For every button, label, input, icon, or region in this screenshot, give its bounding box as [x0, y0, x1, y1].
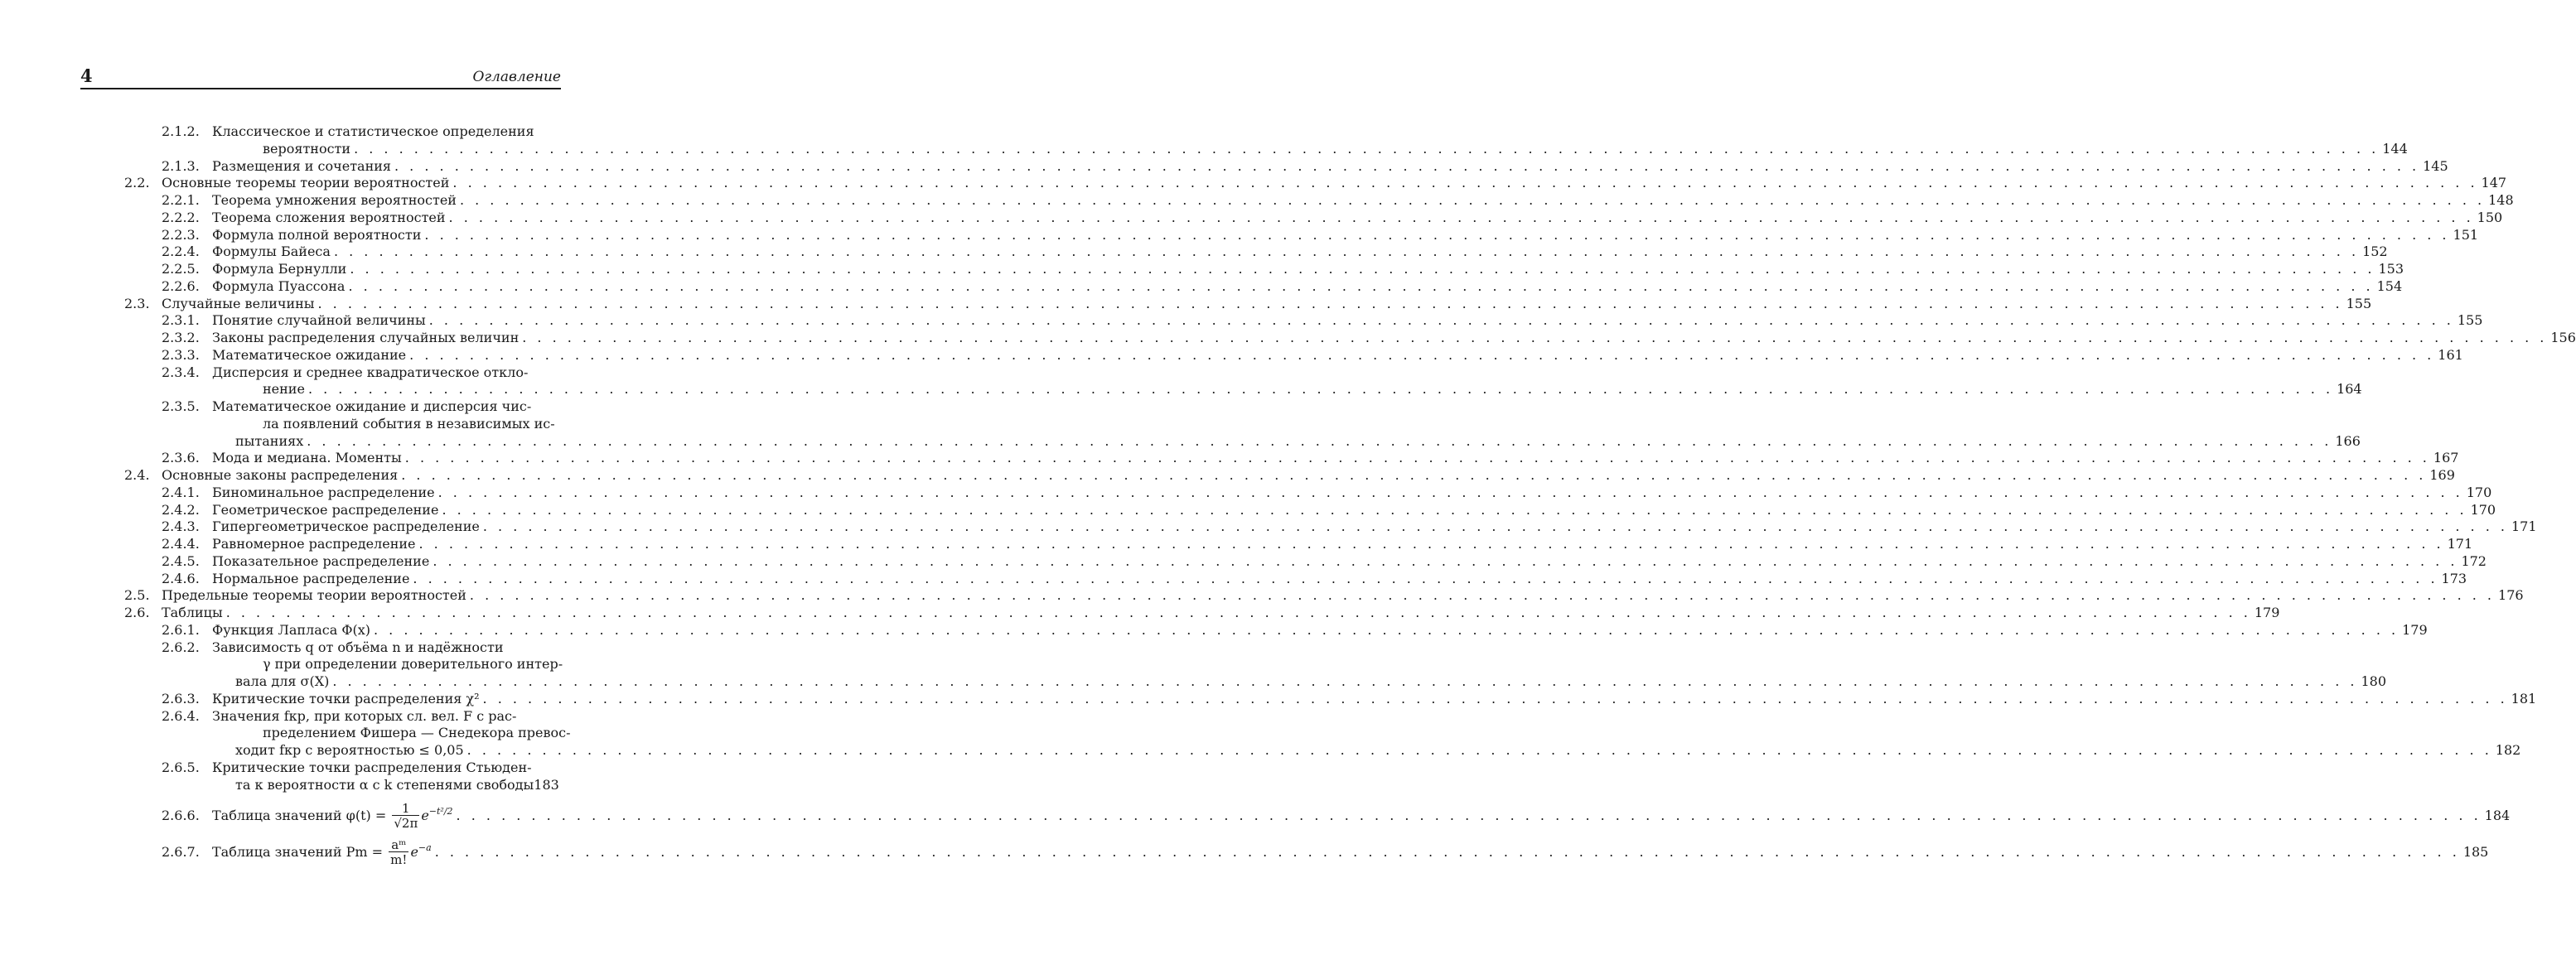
toc-entry[interactable] — [124, 123, 561, 141]
toc-entry-page: 170 — [2466, 484, 2492, 500]
leader-dots — [483, 691, 2508, 708]
toc-entry-title: Мода и медиана. Моменты — [212, 450, 402, 466]
toc-entry-page: 171 — [2447, 536, 2473, 552]
toc-entry-title: Основные теоремы теории вероятностей — [162, 175, 450, 191]
leader-dots — [394, 158, 2419, 176]
toc-entry-page: 170 — [2470, 501, 2496, 518]
toc-entry-page: 161 — [2438, 346, 2463, 363]
formula-fraction — [392, 803, 419, 830]
toc-entry[interactable] — [124, 312, 2483, 330]
toc-entry[interactable] — [124, 346, 2463, 364]
toc-entry-number: 2.2.5. — [162, 261, 200, 277]
toc-entry-title: Биноминальное распределение — [212, 484, 435, 500]
toc-entry-title: Зависимость q от объёма n и надёжности — [212, 639, 504, 655]
toc-entry-page: 150 — [2477, 209, 2503, 225]
toc-entry-title: вероятности — [263, 140, 351, 157]
toc-entry-title: Теорема умножения вероятностей — [212, 192, 457, 208]
toc-entry-title: Формула Пуассона — [212, 277, 346, 294]
toc-entry[interactable] — [124, 501, 2496, 519]
toc-entry-number: 2.3.4. — [162, 364, 200, 380]
toc-entry[interactable] — [124, 760, 561, 777]
toc-entry[interactable] — [124, 793, 2511, 832]
leader-dots — [401, 467, 2426, 485]
toc-entry-title: Дисперсия и среднее квадратическое откло- — [212, 364, 529, 380]
toc-entry-title: Понятие случайной величины — [212, 312, 426, 329]
toc-entry-number: 2.3.1. — [162, 312, 200, 329]
toc-entry-title: нение — [263, 381, 305, 398]
toc-entry-title: Функция Лапласа Φ(x) — [212, 621, 370, 638]
toc-entry-continuation[interactable] — [124, 381, 2362, 398]
leader-dots — [307, 433, 2332, 451]
toc-entry-title: Показательное распределение — [212, 552, 430, 569]
toc-entry-title: Формула Бернулли — [212, 261, 347, 277]
leader-dots — [483, 518, 2508, 536]
toc-entry-title: Математическое ожидание и дисперсия чис- — [212, 398, 532, 414]
toc-entry[interactable] — [124, 157, 2448, 176]
leader-dots — [435, 834, 2460, 870]
toc-entry[interactable] — [124, 484, 2492, 502]
toc-entry-page: 155 — [2346, 295, 2372, 311]
toc-entry-number: 2.6.3. — [162, 690, 200, 707]
toc-entry[interactable] — [124, 330, 2576, 347]
toc-entry-title: вала для σ(X) — [235, 673, 330, 689]
toc-entry-number: 2.6.5. — [162, 759, 200, 775]
toc-entry-page: 156 — [2550, 330, 2576, 345]
toc-entry[interactable] — [124, 552, 2487, 571]
leader-dots — [413, 571, 2438, 588]
toc-entry-title: Формулы Байеса — [212, 244, 331, 260]
toc-entry[interactable] — [124, 570, 2467, 588]
toc-entry-continuation[interactable] — [124, 742, 2521, 760]
formula-base: e — [421, 808, 429, 824]
toc-entry-number: 2.2. — [124, 175, 150, 191]
toc-entry-continuation[interactable] — [124, 432, 2361, 451]
toc-entry-title: Математическое ожидание — [212, 346, 407, 363]
leader-dots — [442, 502, 2467, 519]
toc-entry-title: та к вероятности α с k степенями свободы — [235, 776, 534, 793]
running-header — [80, 66, 561, 89]
toc-entry-title: Таблицы — [162, 605, 223, 620]
toc-entry-page: 151 — [2453, 226, 2479, 243]
leader-dots — [449, 210, 2474, 227]
leader-dots — [467, 742, 2492, 760]
toc-section[interactable] — [124, 587, 2524, 605]
leader-dots — [318, 296, 2343, 313]
toc-entry-number: 2.2.3. — [162, 226, 200, 243]
toc-entry-continuation[interactable] — [124, 725, 571, 742]
formula-fraction — [389, 839, 408, 866]
toc-entry-title: Основные законы распределения — [162, 467, 399, 483]
toc-entry[interactable] — [124, 450, 2459, 467]
toc-entry-number: 2.4.6. — [162, 570, 200, 586]
toc-entry-number: 2.4.3. — [162, 518, 200, 535]
toc-entry-number: 2.6.4. — [162, 707, 200, 724]
toc-entry-number: 2.4.5. — [162, 552, 200, 569]
formula-text: Таблица значений Pm = — [212, 844, 384, 861]
formula-text: Таблица значений φ(t) = — [212, 808, 387, 824]
toc-entry-number: 2.2.1. — [162, 192, 200, 208]
leader-dots — [424, 227, 2449, 244]
toc-entry[interactable] — [124, 209, 2503, 227]
toc-entry-number: 2.5. — [124, 587, 150, 604]
toc-entry-page: 145 — [2423, 157, 2448, 174]
toc-entry[interactable] — [124, 536, 2473, 553]
toc-entry-title: Критические точки распределения χ² — [212, 690, 480, 707]
toc-entry-page: 179 — [2402, 621, 2428, 638]
toc-entry-number: 2.3. — [124, 295, 150, 311]
leader-dots — [374, 622, 2399, 639]
toc-entry[interactable] — [124, 226, 2479, 244]
toc-entry-page: 184 — [2484, 808, 2511, 824]
leader-dots — [429, 312, 2454, 330]
toc-entry-title — [212, 793, 453, 834]
toc-entry-number: 2.6.2. — [162, 639, 200, 655]
leader-dots — [354, 141, 2379, 158]
leader-dots — [460, 192, 2485, 210]
toc-entry[interactable] — [124, 690, 2537, 708]
toc-section[interactable] — [124, 175, 2507, 192]
toc-entry-number: 2.4.1. — [162, 484, 200, 500]
toc-entry-page: 164 — [2337, 381, 2362, 398]
formula-base: e — [410, 844, 418, 861]
toc-entry-page: 176 — [2498, 587, 2524, 604]
leader-dots — [418, 536, 2443, 553]
toc-entry-page: 166 — [2335, 432, 2361, 449]
leader-dots — [226, 605, 2251, 622]
toc-entry-title — [212, 830, 432, 870]
toc-entry-title: Случайные величины — [162, 295, 315, 311]
toc-entry[interactable] — [124, 261, 2404, 278]
toc-entry-number: 2.2.2. — [162, 209, 200, 225]
toc-entry-number: 2.1.2. — [162, 123, 200, 139]
fraction-denominator: √2π — [394, 816, 418, 832]
toc-entry-title: Нормальное распределение — [212, 570, 410, 586]
fraction-numerator: 1 — [392, 803, 419, 816]
toc-entry-title: Предельные теоремы теории вероятностей — [162, 587, 466, 604]
toc-entry-page: 144 — [2382, 140, 2408, 157]
toc-entry-page: 155 — [2457, 312, 2483, 329]
toc-entry-number: 2.4.4. — [162, 536, 200, 552]
toc-entry-continuation[interactable] — [124, 673, 2386, 691]
toc-entry-page: 152 — [2362, 244, 2388, 260]
toc-entry-page: 148 — [2488, 192, 2514, 208]
toc-entry-page: 182 — [2495, 742, 2521, 758]
toc-entry-title: Теорема сложения вероятностей — [212, 209, 446, 225]
leader-dots — [452, 175, 2477, 192]
toc-entry-page: 169 — [2429, 467, 2455, 483]
leader-dots — [409, 347, 2434, 364]
toc-entry[interactable] — [124, 192, 2514, 210]
toc-section[interactable] — [124, 605, 2280, 622]
toc-section[interactable] — [124, 295, 2372, 313]
toc-entry-page: 179 — [2254, 605, 2280, 620]
toc-entry[interactable] — [124, 830, 2489, 868]
leader-dots — [522, 330, 2547, 347]
toc-entry-title: γ при определении доверительного интер- — [263, 656, 563, 673]
leader-dots — [308, 381, 2333, 398]
toc-entry-number: 2.1.3. — [162, 157, 200, 174]
leader-dots — [470, 587, 2495, 605]
toc-entry-title: пытаниях — [235, 432, 304, 449]
toc-entry-number: 2.6. — [124, 605, 150, 620]
toc-entry-page: 183 — [534, 776, 559, 793]
toc-entry-number: 2.6.6. — [162, 808, 200, 824]
toc-entry-title: Равномерное распределение — [212, 536, 416, 552]
toc-entry-title: Критические точки распределения Стьюден- — [212, 759, 532, 775]
toc-entry-page: 181 — [2511, 690, 2537, 707]
toc-entry-number: 2.2.4. — [162, 244, 200, 260]
toc-entry-number: 2.3.6. — [162, 450, 200, 466]
page-number: 4 — [80, 65, 93, 86]
toc-entry-number: 2.6.1. — [162, 621, 200, 638]
toc-entry-number: 2.3.5. — [162, 398, 200, 414]
toc-entry-page: 153 — [2378, 261, 2404, 277]
toc-entry-title: ходит fкр с вероятностью ≤ 0,05 — [235, 742, 464, 758]
toc-entry-title: ла появлений события в независимых ис- — [263, 415, 555, 432]
fraction-numerator: aᵐ — [389, 839, 408, 852]
leader-dots — [457, 798, 2482, 834]
toc-entry-page: 167 — [2433, 450, 2459, 466]
leader-dots — [332, 673, 2357, 691]
formula-exponent: −t²/2 — [428, 806, 453, 817]
toc-entry-page: 180 — [2361, 673, 2386, 689]
toc-entry-number: 2.3.2. — [162, 330, 200, 345]
toc-entry-title: Размещения и сочетания — [212, 157, 391, 174]
leader-dots — [350, 261, 2375, 278]
toc-entry-number: 2.4. — [124, 467, 150, 483]
toc-entry[interactable] — [124, 244, 2388, 261]
toc-entry[interactable] — [124, 639, 561, 657]
toc-section[interactable] — [124, 467, 2455, 485]
toc-entry-page: 171 — [2511, 518, 2537, 535]
toc-entry[interactable] — [124, 398, 561, 416]
toc-entry-title: Значения fкр, при которых сл. вел. F с рас- — [212, 707, 517, 724]
running-title: Оглавление — [472, 69, 561, 85]
toc-entry-page: 173 — [2441, 570, 2467, 586]
leader-dots — [334, 244, 2359, 261]
toc-entry[interactable] — [124, 621, 2428, 639]
toc-entry-page: 172 — [2461, 552, 2487, 569]
toc-entry-title: Классическое и статистическое определения — [212, 123, 534, 139]
toc-entry-continuation[interactable] — [124, 656, 561, 673]
toc-entry-page: 185 — [2462, 844, 2489, 861]
toc-entry-title: Законы распределения случайных величин — [212, 330, 520, 345]
toc-entry-title: Формула полной вероятности — [212, 226, 422, 243]
toc-entry-continuation[interactable] — [124, 777, 561, 794]
toc-entry-title: пределением Фишера — Снедекора превос- — [263, 725, 571, 741]
fraction-denominator: m! — [390, 852, 408, 868]
toc-entry-number: 2.4.2. — [162, 501, 200, 518]
toc-entry[interactable] — [124, 364, 561, 382]
leader-dots — [405, 450, 2430, 467]
toc-entry-title: Гипергеометрическое распределение — [212, 518, 480, 535]
toc-entry-continuation[interactable] — [124, 416, 561, 433]
table-of-contents — [124, 123, 2576, 868]
toc-entry[interactable] — [124, 708, 561, 726]
formula-exponent: −a — [418, 842, 432, 854]
toc-entry-number: 2.2.6. — [162, 277, 200, 294]
toc-entry[interactable] — [124, 518, 2537, 536]
leader-dots — [438, 485, 2463, 502]
toc-entry-number: 2.6.7. — [162, 844, 200, 861]
toc-entry-number: 2.3.3. — [162, 346, 200, 363]
toc-entry-continuation[interactable] — [124, 140, 2408, 158]
leader-dots — [433, 553, 2458, 571]
toc-entry-title: Геометрическое распределение — [212, 501, 439, 518]
toc-entry[interactable] — [124, 277, 2403, 296]
toc-entry-page: 154 — [2376, 277, 2403, 294]
toc-entry-page: 147 — [2481, 175, 2507, 191]
leader-dots — [348, 278, 2373, 296]
